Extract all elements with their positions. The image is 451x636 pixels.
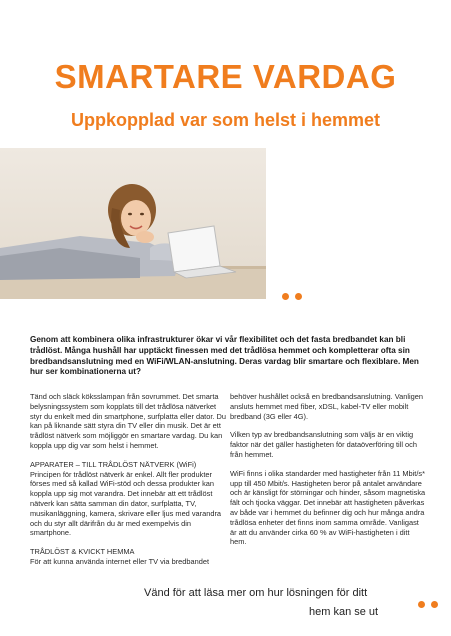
section-heading-tradlost: TRÅDLÖST & KVICKT HEMMA bbox=[30, 547, 135, 557]
dot-icon bbox=[282, 293, 289, 300]
right-paragraph-2: Vilken typ av bredbandsanslutning som väljs är en viktig faktor när det gäller hastigheten för dataöverföring till och från hemmet. bbox=[230, 430, 417, 459]
dot-icon bbox=[295, 293, 302, 300]
footer-text bbox=[144, 584, 378, 622]
footer-line-2: hem kan se ut bbox=[309, 606, 379, 618]
dot-icon bbox=[418, 601, 425, 608]
right-paragraph-1: behöver hushållet också en bredbandsanslutning. Vanligen ansluts hemmet med fiber, xDSL, kabel-TV eller mobilt bredband (3G eller 4G). bbox=[230, 392, 423, 421]
intro-paragraph: Genom att kombinera olika infrastrukturer ökar vi vår flexibilitet och det fasta bredbandet kan bli trådlöst. Många hushåll har upptäckt finessen med det trådlösa hemmet och kompletterar ofta sin bredbandsanslutning med en WiFi/WLAN-anslutning. Deras vardag blir smartare och flexiblare. Men hur ser kombinationerna ut? bbox=[30, 335, 419, 377]
dot-icon bbox=[431, 601, 438, 608]
woman-with-laptop-photo bbox=[0, 148, 266, 299]
left-paragraph-2: Principen för trådlöst nätverk är enkel. Allt fler produkter förses med så kallad WiFi-stöd och dessa produkter kan koppla upp sig mot varandra. Det innebär att ett trådlöst nätverk kan sätta samman din dator, surfplatta, TV, musikanläggning, kamera, skrivare eller ljus med varandra och du styr allt därifrån du är med exempelvis din smartphone. bbox=[30, 469, 222, 538]
page-subtitle: Uppkopplad var som helst i hemmet bbox=[70, 110, 381, 130]
section-heading-apparater: APPARATER – TILL TRÅDLÖST NÄTVERK (WiFi) bbox=[30, 459, 197, 469]
footer-line-1: Vänd för att läsa mer om hur lösningen för ditt bbox=[144, 587, 368, 599]
footer-dots bbox=[418, 601, 438, 608]
left-paragraph-1: Tänd och släck köksslampan från sovrummet. Det smarta belysningssystem som kopplats till det trådlösa nätverket styr du enkelt med din smartphone, surfplatta eller dator. Du kan på liknande sätt styra din TV eller din musik. Det är ett trådlöst nätverk som möjliggör en smartare vardag. Du kan koppla upp dig var som helst i hemmet. bbox=[30, 392, 226, 450]
page-title: SMARTARE VARDAG bbox=[54, 58, 397, 95]
right-paragraph-3: WiFi finns i olika standarder med hastigheter från 11 Mbit/s* upp till 450 Mbit/s. Hastigheten beror på antalet användare och är känsligt för störningar och hinder, såsom magnetiska fält och tjocka väggar. Det innebär att hastigheten påverkas av både var i hemmet du befinner dig och hur många andra trådlösa enheter det finns inom samma område. Vanligast är att du använder cirka 60 % av WiFi-hastigheten i ditt hem. bbox=[230, 468, 426, 547]
right-column bbox=[230, 392, 426, 556]
decorative-dots bbox=[282, 293, 302, 300]
left-paragraph-3: För att kunna använda internet eller TV via bredbandet bbox=[30, 556, 209, 566]
left-column bbox=[30, 392, 226, 576]
